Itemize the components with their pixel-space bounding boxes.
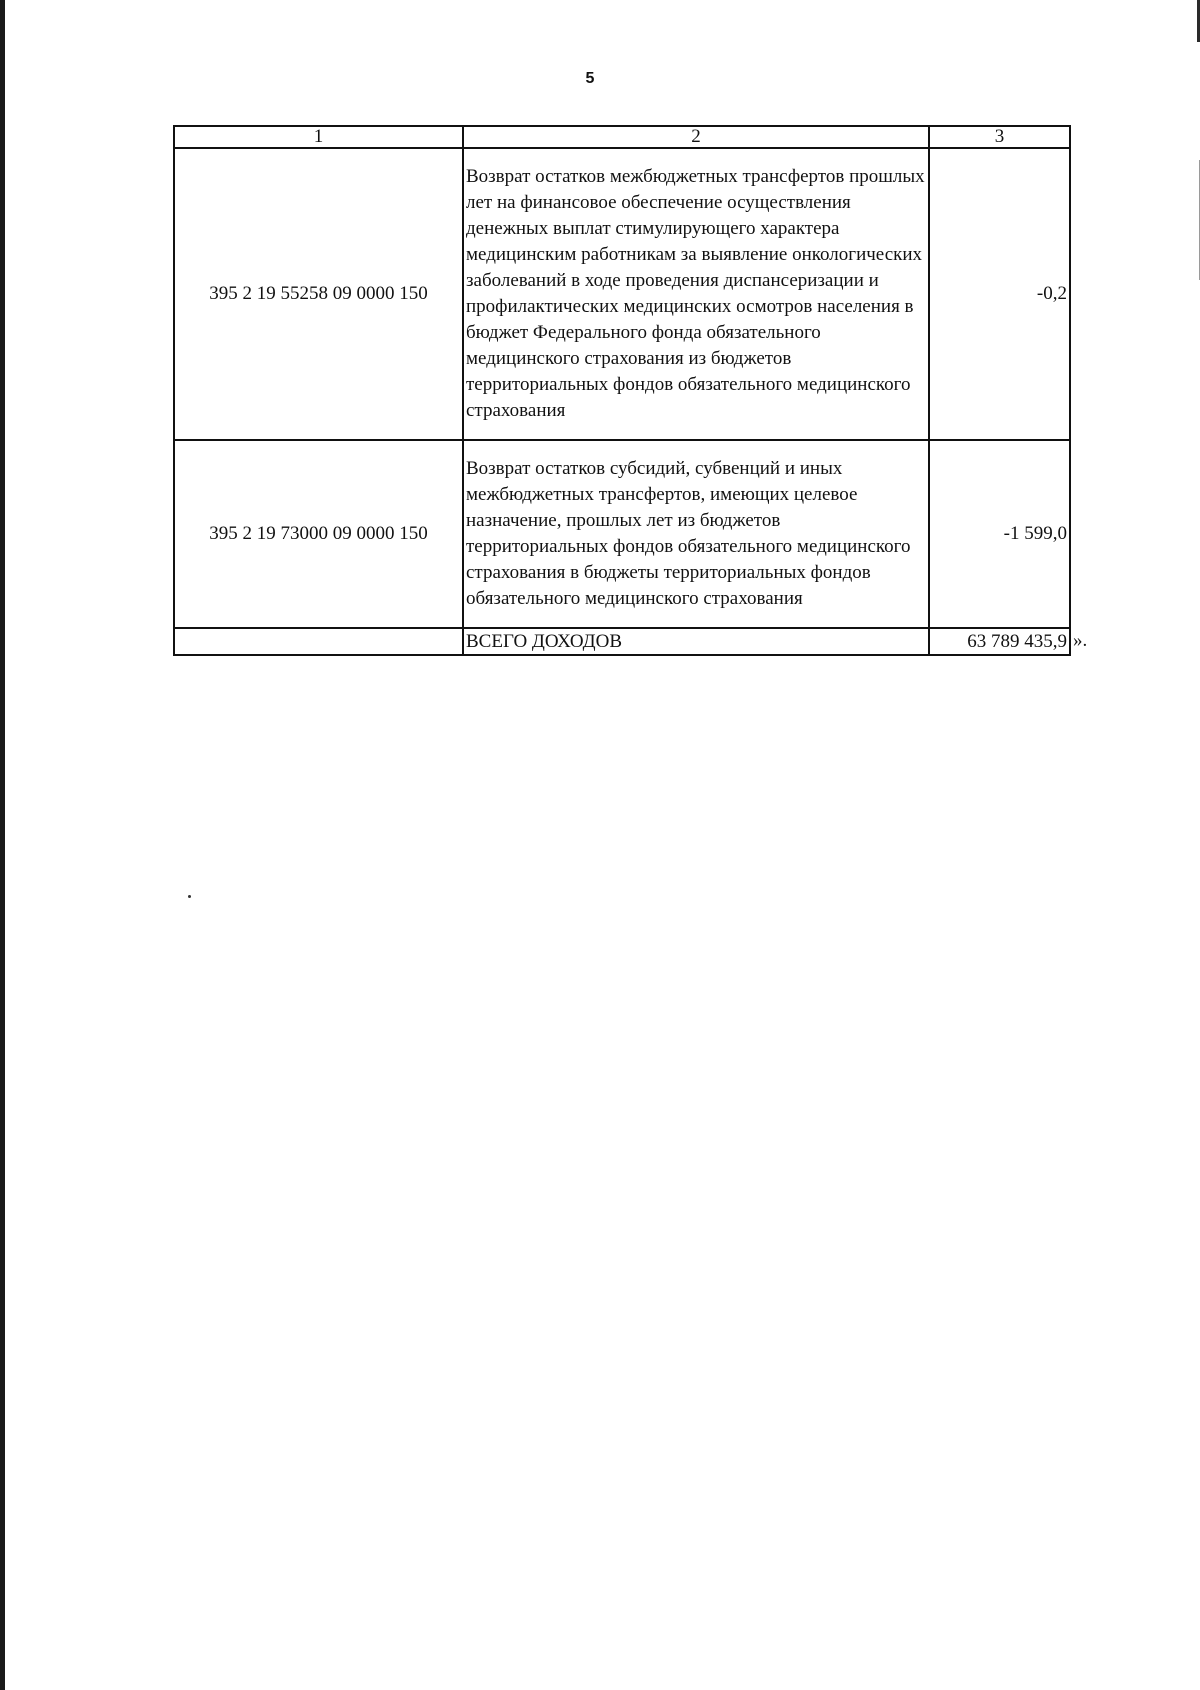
total-row [174, 628, 1070, 655]
column-header-2: 2 [463, 126, 929, 148]
closing-quote-mark: ». [1073, 630, 1088, 651]
budget-code-cell: 395 2 19 73000 09 0000 150 [174, 440, 463, 628]
table-row [174, 440, 1070, 628]
table-row [174, 148, 1070, 440]
column-number-row [174, 126, 1070, 148]
amount-cell: -0,2 [929, 148, 1070, 440]
description-cell: Возврат остатков межбюджетных трансфертов прошлых лет на финансовое обеспечение осуществления денежных выплат стимулирующего характера медицинским работникам за выявление онкологических заболеваний в ходе проведения диспансеризации и профилактических медицинских осмотров населения в бюджет Федерального фонда обязательного медицинского страхования из бюджетов территориальных фондов обязательного медицинского страхования [463, 148, 929, 440]
scan-border-left [0, 0, 5, 1690]
scan-speck [188, 895, 191, 898]
total-amount-cell [929, 628, 1088, 655]
total-empty-cell [174, 628, 463, 655]
revenue-table [173, 125, 1088, 656]
column-header-3: 3 [929, 126, 1070, 148]
total-amount: 63 789 435,9 [967, 630, 1067, 652]
column-header-1: 1 [174, 126, 463, 148]
budget-code-cell: 395 2 19 55258 09 0000 150 [174, 148, 463, 440]
page-number: 5 [585, 70, 595, 87]
total-label: ВСЕГО ДОХОДОВ [463, 628, 929, 655]
description-cell: Возврат остатков субсидий, субвенций и иных межбюджетных трансфертов, имеющих целевое назначение, прошлых лет из бюджетов территориальных фондов обязательного медицинского страхования в бюджеты территориальных фондов обязательного медицинского страхования [463, 440, 929, 628]
amount-cell: -1 599,0 [929, 440, 1070, 628]
